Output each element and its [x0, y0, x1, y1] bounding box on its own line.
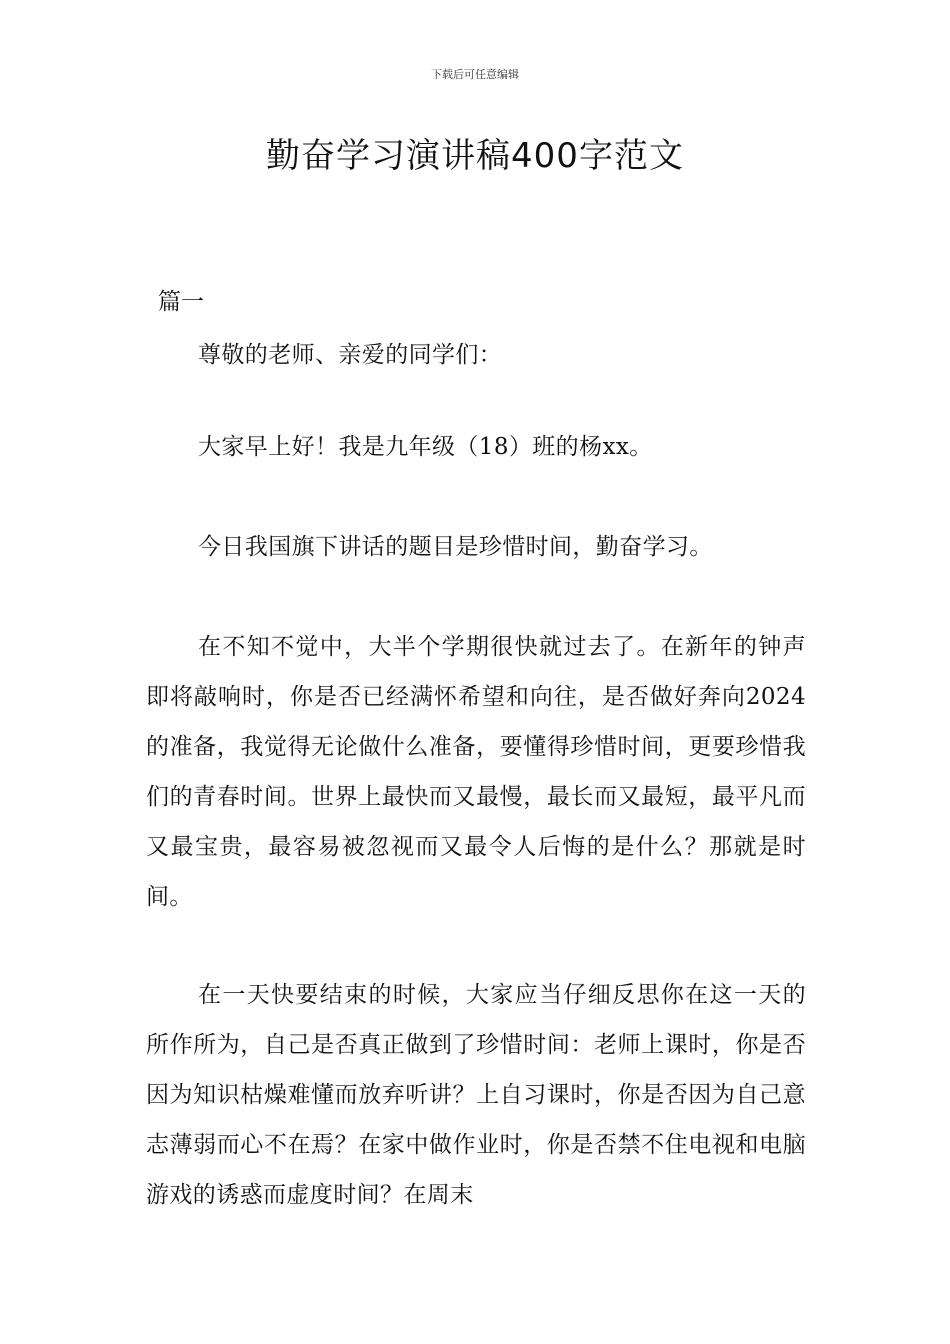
paragraph-body: 在一天快要结束的时候，大家应当仔细反思你在这一天的所作所为，自己是否真正做到了珍惜时间：老师上课时，你是否因为知识枯燥难懂而放弃听讲？上自习课时，你是否因为自己意志薄弱而心不在焉？在家中做作业时，你是否禁不住电视和电脑游戏的诱惑而虚度时间？在周末 [146, 982, 806, 1208]
paragraph-greeting: 大家早上好！我是九年级（18）班的杨xx。 [198, 434, 653, 460]
paragraph-salutation: 尊敬的老师、亲爱的同学们： [198, 342, 503, 368]
paragraph-body: 在不知不觉中，大半个学期很快就过去了。在新年的钟声即将敲响时，你是否已经满怀希望和向往，是否做好奔向2024的准备，我觉得无论做什么准备，要懂得珍惜时间，更要珍惜我们的青春时间。世界上最快而又最慢，最长而又最短，最平凡而又最宝贵，最容易被忽视而又最令人后悔的是什么？那就是时间。 [146, 634, 806, 910]
paragraph-topic: 今日我国旗下讲话的题目是珍惜时间，勤奋学习。 [198, 534, 713, 560]
header-note: 下载后可任意编辑 [431, 68, 519, 81]
document-title: 勤奋学习演讲稿400字范文 [266, 136, 684, 176]
section-label: 篇一 [158, 289, 204, 315]
